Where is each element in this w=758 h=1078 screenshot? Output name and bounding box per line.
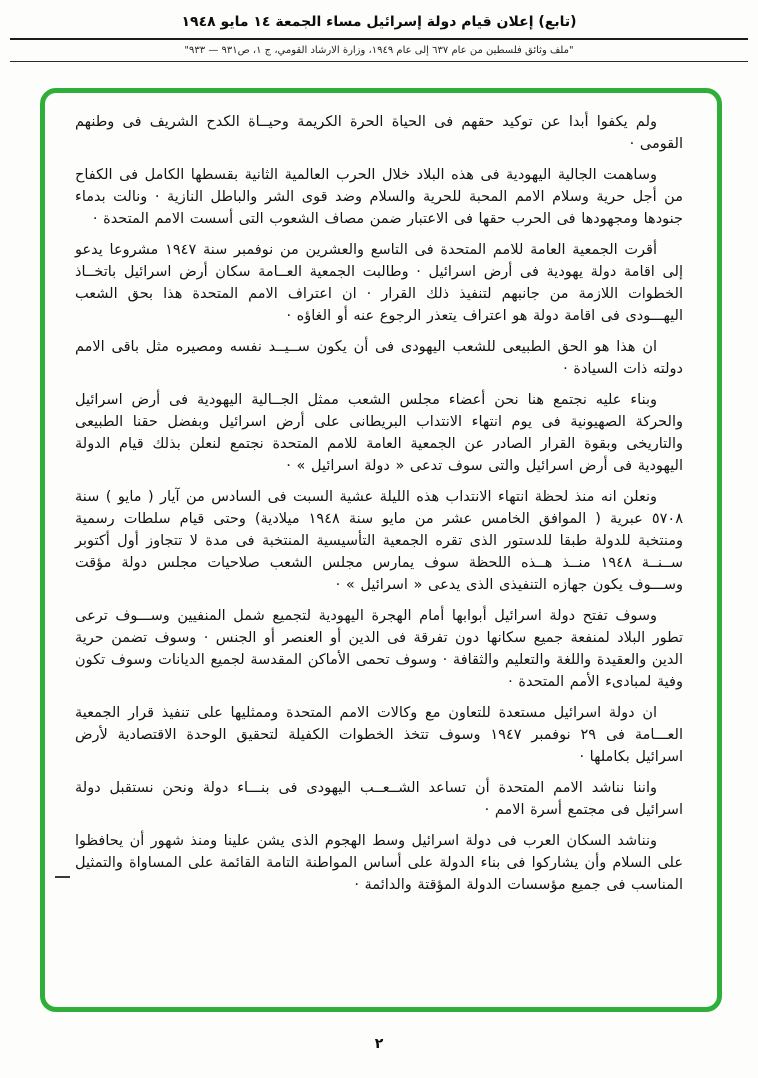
paragraph: وساهمت الجالية اليهودية فى هذه البلاد خلال الحرب العالمية الثانية بقسطها الكامل فى الكفاح من أجل حرية وسلام الامم المحبة للحرية والسلام وضد قوى الشر والباطل النازية · ونالت بدماء جنودها ومجهودها فى الحرب حقها فى الاعتبار ضمن مصاف الشعوب التى أسست الامم المتحدة · — [75, 167, 683, 227]
paragraph: ان هذا هو الحق الطبيعى للشعب اليهودى فى أن يكون ســيــد نفسه ومصيره مثل باقى الامم دولته ذات السيادة · — [75, 339, 683, 377]
header-divider-bottom — [10, 61, 748, 62]
content-border-box — [40, 88, 722, 1012]
page-title: (تابع) إعلان قيام دولة إسرائيل مساء الجمعة ١٤ مايو ١٩٤٨ — [181, 14, 577, 30]
paragraph: ونعلن انه منذ لحظة انتهاء الانتداب هذه الليلة عشية السبت فى السادس من آيار ( مايو ) سنة ٥٧٠٨ عبرية ( الموافق الخامس عشر من مايو سنة ١٩٤٨ ميلادية) وحتى قيام سلطات رسمية ومنتخبة للدولة طبقا للدستور الذى تقره الجمعية التأسيسية المنتخبة فى مدة لا تتجاوز أول أكتوبر ســنــة ١٩٤٨ منــذ هــذه اللحظة سوف يمارس مجلس الشعب صلاحيات مجلس دولة مؤقت وســـوف يكون جهازه التنفيذى الذى يدعى « اسرائيل » · — [75, 489, 683, 593]
paragraph: ان دولة اسرائيل مستعدة للتعاون مع وكالات الامم المتحدة وممثليها على تنفيذ قرار الجمعية العـــامة فى ٢٩ نوفمبر ١٩٤٧ وسوف تتخذ الخطوات الكفيلة لتحقيق الوحدة الاقتصادية لأرض اسرائيل بكاملها · — [75, 705, 683, 765]
paragraph: وبناء عليه نجتمع هنا نحن أعضاء مجلس الشعب ممثل الجــالية اليهودية فى أرض اسرائيل والحركة الصهيونية فى يوم انتهاء الانتداب البريطانى على أرض اسرائيل وبفضل حقنا الطبيعى والتاريخى وبقوة القرار الصادر عن الجمعية العامة للامم المتحدة نجتمع لنعلن بذلك قيام الدولة اليهودية فى أرض اسرائيل والتى سوف تدعى « دولة اسرائيل » · — [75, 392, 683, 474]
paragraph: وسوف تفتح دولة اسرائيل أبوابها أمام الهجرة اليهودية لتجميع شمل المنفيين وســـوف ترعى تطور البلاد لمنفعة جميع سكانها دون تفرقة فى الدين أو العنصر أو الجنس · وسوف تضمن حرية الدين والعقيدة واللغة والتعليم والثقافة · وسوف تحمى الأماكن المقدسة لجميع الديانات وسوف تكون وفية لمبادىء الأمم المتحدة · — [75, 608, 683, 690]
paragraph: واننا نناشد الامم المتحدة أن تساعد الشــعــب اليهودى فى بنـــاء دولة ونحن نستقبل دولة اسرائيل فى مجتمع أسرة الامم · — [75, 780, 683, 818]
paragraph: أقرت الجمعية العامة للامم المتحدة فى التاسع والعشرين من نوفمبر سنة ١٩٤٧ مشروعا يدعو إلى اقامة دولة يهودية فى أرض اسرائيل · وطالبت الجمعية العــامة سكان أرض اسرائيل باتخــاذ الخطوات اللازمة من جانبهم لتنفيذ ذلك القرار · ان اعتراف الامم المتحدة هذا بحق الشعب اليهـــودى فى اقامة دولة هو اعتراف يتعذر الرجوع عنه أو الغاؤه · — [75, 242, 683, 324]
source-citation: "ملف وثائق فلسطين من عام ٦٣٧ إلى عام ١٩٤٩، وزارة الارشاد القومي، ج ١، ص٩٣١ — ٩٣٣" — [184, 45, 574, 56]
paragraph: ونناشد السكان العرب فى دولة اسرائيل وسط الهجوم الذى يشن علينا ومنذ شهور أن يحافظوا على السلام وأن يشاركوا فى بناء الدولة على أساس المواطنة التامة القائمة على المساواة والتمثيل المناسب فى جميع مؤسسات الدولة المؤقتة والدائمة · — [75, 833, 683, 893]
margin-dash-mark — [55, 876, 70, 878]
header-divider-top — [10, 38, 748, 40]
page-number: ٢ — [374, 1036, 384, 1052]
page-header — [0, 0, 758, 62]
paragraph: ولم يكفوا أبدا عن توكيد حقهم فى الحياة الحرة الكريمة وحيــاة الكدح الشريف فى وطنهم القومى · — [75, 114, 683, 152]
